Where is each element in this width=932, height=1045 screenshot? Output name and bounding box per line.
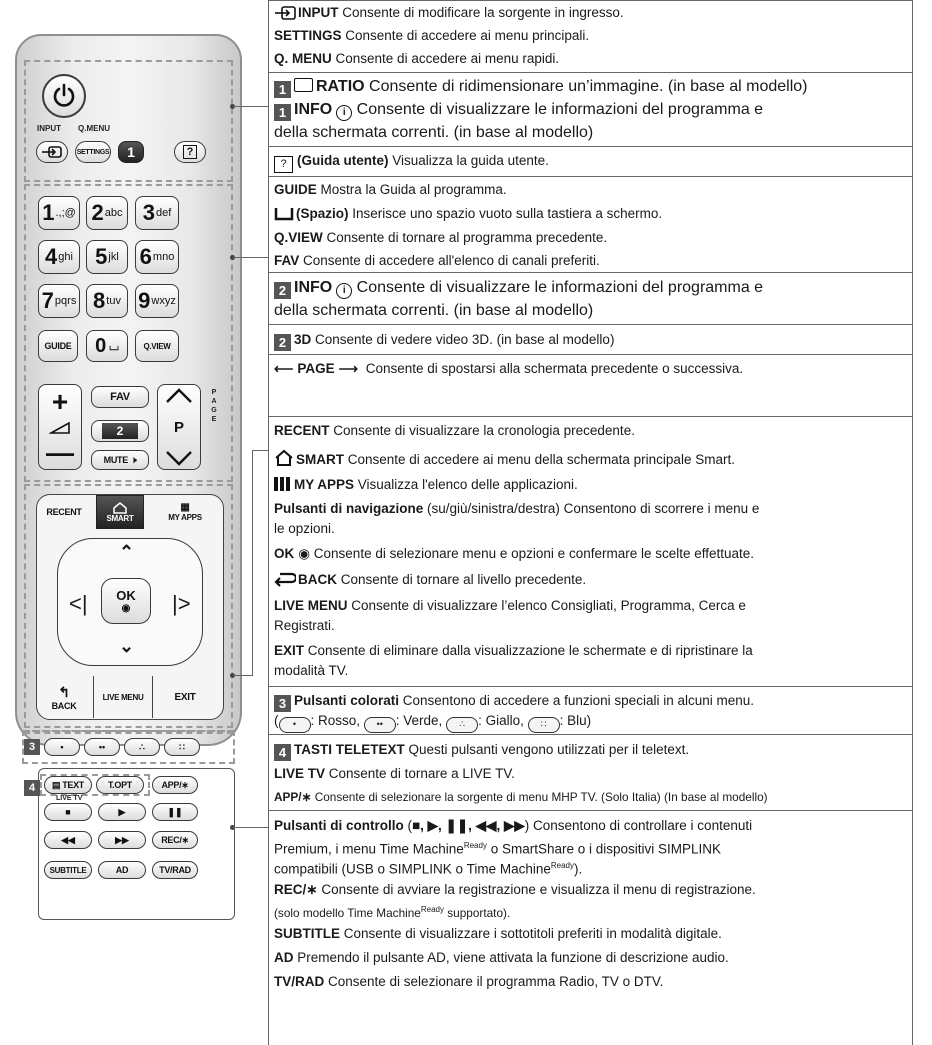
guida-text: Visualizza la guida utente. bbox=[388, 153, 549, 168]
chevron-up-icon bbox=[164, 387, 194, 405]
ready-sup: Ready bbox=[550, 861, 574, 870]
number-letters: .,;@ bbox=[55, 207, 76, 219]
number-digit: 6 bbox=[139, 244, 152, 269]
badge-2: 2 bbox=[274, 334, 291, 351]
badge-3: 3 bbox=[274, 695, 291, 712]
info1-desc-2: della schermata correnti. (in base al modello) bbox=[274, 124, 594, 141]
livetv-title: LIVE TV bbox=[274, 766, 326, 781]
live-title: LIVE MENU bbox=[274, 598, 348, 613]
arrow-right-icon: ⟶ bbox=[338, 361, 358, 376]
myapps-title: MY APPS bbox=[294, 477, 355, 492]
app-desc bbox=[274, 788, 914, 807]
user-guide-button[interactable] bbox=[174, 141, 206, 163]
input-icon bbox=[41, 146, 63, 158]
ctrl-desc: Pulsanti di controllo (■, ▶, ❚❚, ◀◀, ▶▶) Consentono di controllare i contenuti bbox=[274, 818, 753, 833]
guida-title: (Guida utente) bbox=[297, 153, 389, 168]
qview-desc bbox=[274, 228, 914, 247]
left-arrow-icon[interactable]: <| bbox=[69, 591, 88, 616]
back-button[interactable] bbox=[37, 676, 91, 718]
ok-dot-icon: ◉ bbox=[121, 603, 131, 614]
input-button[interactable] bbox=[36, 141, 68, 163]
live-desc bbox=[274, 596, 914, 615]
teletext-desc bbox=[274, 740, 914, 761]
guide-title: GUIDE bbox=[274, 182, 317, 197]
3d-desc bbox=[274, 330, 914, 351]
yellow-button[interactable] bbox=[124, 738, 160, 756]
mute-label: MUTE bbox=[103, 455, 128, 465]
back-arrow-icon bbox=[274, 571, 296, 587]
number-digit: 5 bbox=[95, 244, 108, 269]
color-desc-2: ( • : Rosso, •• : Verde, ∴ : Giallo, ∷ : Blu) bbox=[274, 711, 914, 733]
connector-4 bbox=[233, 827, 268, 828]
ok-desc bbox=[274, 544, 914, 563]
settings-text: Consente di accedere ai menu principali. bbox=[341, 28, 590, 43]
settings-desc bbox=[274, 26, 914, 45]
livetv-label: LIVE TV bbox=[56, 795, 83, 802]
number-digit: 2 bbox=[91, 200, 104, 225]
input-desc bbox=[274, 3, 914, 22]
page-desc bbox=[274, 359, 914, 378]
text-button[interactable] bbox=[44, 776, 92, 794]
arrow-left-icon: ⟵ bbox=[274, 361, 294, 376]
myapps-text: Visualizza l'elenco delle applicazioni. bbox=[354, 477, 578, 492]
dot4-icon: ∷ bbox=[179, 741, 185, 752]
exit-desc-2: modalità TV. bbox=[274, 663, 349, 678]
dot3-icon: ∴ bbox=[446, 717, 478, 733]
number-7-button[interactable] bbox=[38, 284, 80, 318]
number-letters: ghi bbox=[58, 251, 73, 263]
ad-button[interactable]: AD bbox=[98, 861, 146, 879]
number-letters: tuv bbox=[106, 295, 121, 307]
nav-text: (su/giù/sinistra/destra) Consentono di scorrere i menu e bbox=[423, 501, 760, 516]
qview-button[interactable]: Q.VIEW bbox=[135, 330, 179, 362]
dot4-icon: ∷ bbox=[528, 717, 560, 733]
number-digit: 8 bbox=[93, 288, 106, 313]
back-label: BACK bbox=[51, 700, 77, 711]
recent-text: Consente di visualizzare la cronologia precedente. bbox=[329, 423, 635, 438]
divider bbox=[268, 272, 913, 273]
guida-desc bbox=[274, 151, 914, 173]
number-letters: def bbox=[155, 207, 172, 219]
info-text: Consente di visualizzare le informazioni del programma e bbox=[352, 101, 764, 118]
connector-3b bbox=[252, 450, 253, 676]
pause-icon: ❚❚ bbox=[167, 806, 183, 817]
home-icon bbox=[274, 449, 294, 467]
mute-button[interactable] bbox=[91, 450, 149, 470]
number-6-button[interactable] bbox=[135, 240, 179, 274]
rec-text-2a: (solo modello Time Machine bbox=[274, 905, 421, 920]
ready-sup: Ready bbox=[420, 905, 444, 914]
volume-rocker[interactable] bbox=[38, 384, 82, 470]
space-text: Inserisce uno spazio vuoto sulla tastiera a schermo. bbox=[348, 206, 663, 221]
ctrl-text-3a: compatibili (USB o SIMPLINK o Time Machine bbox=[274, 861, 551, 877]
zero-label: 0 bbox=[95, 334, 107, 357]
badge-2: 2 bbox=[274, 282, 291, 299]
space-title: (Spazio) bbox=[296, 206, 349, 221]
ctrl-text: ) Consentono di controllare i contenuti bbox=[524, 818, 753, 833]
space-icon: ⌴ bbox=[109, 338, 119, 353]
smart-desc bbox=[274, 449, 914, 469]
settings-title: SETTINGS bbox=[274, 28, 342, 43]
blue-button[interactable] bbox=[164, 738, 200, 756]
qmenu-desc bbox=[274, 49, 914, 68]
volume-icon bbox=[49, 422, 71, 434]
badge-4: 4 bbox=[24, 780, 40, 796]
qview-title: Q.VIEW bbox=[274, 230, 323, 245]
stop-icon: ■ bbox=[65, 807, 71, 817]
live-menu-button[interactable]: LIVE MENU bbox=[93, 676, 153, 718]
connector-1 bbox=[233, 106, 268, 107]
number-5-button[interactable] bbox=[86, 240, 128, 274]
ad-desc bbox=[274, 948, 914, 967]
color-desc bbox=[274, 691, 914, 712]
ok-button[interactable] bbox=[101, 578, 151, 624]
rec-text: Consente di avviare la registrazione e visualizza il menu di registrazione. bbox=[317, 882, 756, 897]
number-letters: wxyz bbox=[151, 295, 176, 307]
control-icons: ■, ▶, ❚❚, ◀◀, ▶▶ bbox=[412, 818, 525, 833]
exit-title: EXIT bbox=[274, 643, 305, 658]
ctrl-title: Pulsanti di controllo bbox=[274, 818, 404, 833]
fav-title: FAV bbox=[274, 253, 300, 268]
input-text: Consente di modificare la sorgente in ingresso. bbox=[338, 5, 624, 20]
down-arrow-icon[interactable]: ⌄ bbox=[119, 636, 135, 656]
divider bbox=[268, 810, 913, 811]
dot3-icon: ∴ bbox=[139, 741, 145, 752]
ad-title: AD bbox=[274, 950, 294, 965]
help-icon: ? bbox=[183, 145, 198, 159]
color-text: Consentono di accedere a funzioni speciali in alcuni menu. bbox=[399, 693, 754, 708]
page-rocker[interactable] bbox=[157, 384, 201, 470]
nav-desc bbox=[274, 499, 914, 518]
myapps-label: MY APPS bbox=[168, 512, 202, 522]
play-icon: ▶ bbox=[118, 806, 126, 817]
divider bbox=[268, 354, 913, 355]
info-icon: i bbox=[336, 283, 352, 299]
rec-text-2b: supportato). bbox=[444, 905, 511, 920]
subtitle-title: SUBTITLE bbox=[274, 926, 340, 941]
input-label: INPUT bbox=[37, 124, 61, 133]
number-digit: 3 bbox=[142, 200, 155, 225]
info-title: INFO bbox=[294, 279, 333, 296]
ratio-title: RATIO bbox=[316, 78, 365, 95]
exit-text: Consente di eliminare dalla visualizzazione le schermate e di ripristinare la bbox=[304, 643, 753, 658]
live-text: Consente di visualizzare l’elenco Consigliati, Programma, Cerca e bbox=[347, 598, 746, 613]
connector-3a bbox=[233, 675, 253, 676]
number-1-button[interactable] bbox=[38, 196, 80, 230]
page-p-label: P bbox=[173, 418, 184, 436]
dot1-icon: • bbox=[279, 717, 311, 733]
info2-desc-2: della schermata correnti. (in base al modello) bbox=[274, 302, 594, 319]
blue-text: : Blu) bbox=[559, 713, 592, 728]
number-letters: jkl bbox=[108, 251, 119, 263]
settings-button[interactable]: SETTINGS bbox=[75, 141, 111, 163]
back-title: BACK bbox=[298, 572, 337, 587]
page-vertical-label: PAGE bbox=[211, 389, 217, 423]
badge-1: 1 bbox=[274, 81, 291, 98]
number-digit: 4 bbox=[45, 244, 58, 269]
ok-title: OK bbox=[274, 546, 295, 561]
info2-desc bbox=[274, 277, 914, 299]
dot2-icon: •• bbox=[98, 742, 106, 752]
myapps-button[interactable] bbox=[149, 495, 221, 529]
rec-desc bbox=[274, 880, 914, 899]
mute-icon: 🕨 bbox=[130, 454, 137, 465]
guide-text: Mostra la Guida al programma. bbox=[316, 182, 507, 197]
app-text: Consente di selezionare la sorgente di menu MHP TV. (Solo Italia) (In base al modello) bbox=[311, 790, 768, 804]
text-icon: ▤ bbox=[51, 779, 61, 790]
3d-button[interactable] bbox=[91, 420, 149, 442]
number-digit: 7 bbox=[41, 288, 54, 313]
home-icon bbox=[112, 502, 128, 514]
zero-space-button[interactable] bbox=[86, 330, 128, 362]
badge-4: 4 bbox=[274, 744, 291, 761]
remote-control bbox=[15, 34, 242, 746]
power-icon bbox=[51, 83, 77, 109]
ok-text: Consente di selezionare menu e opzioni e confermare le scelte effettuate. bbox=[310, 546, 755, 561]
ctrl-text-3b: ). bbox=[573, 861, 583, 877]
green-button[interactable] bbox=[84, 738, 120, 756]
tvrad-desc bbox=[274, 972, 914, 991]
guide-button[interactable]: GUIDE bbox=[38, 330, 78, 362]
number-8-button[interactable] bbox=[86, 284, 128, 318]
ratio-info-button-1[interactable]: 1 bbox=[118, 141, 144, 163]
ratio-text: Consente di ridimensionare un’immagine. (in base al modello) bbox=[364, 78, 808, 95]
page-title: PAGE bbox=[297, 361, 335, 376]
fav-desc bbox=[274, 251, 914, 270]
connector-2 bbox=[233, 257, 268, 258]
tvrad-title: TV/RAD bbox=[274, 974, 325, 989]
ratio-desc bbox=[274, 76, 914, 98]
chevron-down-icon bbox=[164, 449, 194, 467]
rec-button[interactable]: REC/∗ bbox=[152, 831, 198, 849]
badge-3: 3 bbox=[24, 739, 40, 755]
number-2-button[interactable] bbox=[86, 196, 128, 230]
app-title: APP/∗ bbox=[274, 790, 312, 804]
ctrl-desc-3 bbox=[274, 856, 914, 879]
smart-button[interactable] bbox=[96, 495, 144, 529]
number-digit: 1 bbox=[42, 200, 55, 225]
number-letters: mno bbox=[152, 251, 175, 263]
number-9-button[interactable] bbox=[135, 284, 179, 318]
info1-desc bbox=[274, 99, 914, 121]
ok-dot-icon: ◉ bbox=[298, 546, 311, 561]
nav-desc-2: le opzioni. bbox=[274, 521, 335, 536]
forward-button[interactable] bbox=[98, 831, 146, 849]
recent-button[interactable]: RECENT bbox=[46, 507, 82, 517]
rewind-icon: ◀◀ bbox=[61, 834, 75, 845]
input-icon bbox=[274, 6, 296, 20]
stop-button[interactable] bbox=[44, 803, 92, 821]
text-label: TEXT bbox=[62, 780, 85, 790]
number-letters: abc bbox=[104, 207, 123, 219]
live-desc-2: Registrati. bbox=[274, 618, 335, 633]
description-panel bbox=[268, 0, 916, 1045]
ad-text: Premendo il pulsante AD, viene attivata la funzione di descrizione audio. bbox=[293, 950, 729, 965]
3d-text: Consente di vedere video 3D. (in base al modello) bbox=[311, 332, 615, 347]
red-text: : Rosso, bbox=[310, 713, 364, 728]
back-desc bbox=[274, 570, 914, 589]
ctrl-text-2a: Premium, i menu Time Machine bbox=[274, 841, 464, 857]
divider bbox=[268, 324, 913, 325]
app-button[interactable]: APP/∗ bbox=[152, 776, 198, 794]
color-title: Pulsanti colorati bbox=[294, 693, 400, 708]
teletext-text: Questi pulsanti vengono utilizzati per il teletext. bbox=[404, 742, 690, 757]
smart-label: SMART bbox=[106, 513, 134, 523]
number-letters: pqrs bbox=[54, 295, 77, 307]
guide-desc bbox=[274, 180, 914, 199]
livetv-text: Consente di tornare a LIVE TV. bbox=[325, 766, 515, 781]
green-text: : Verde, bbox=[395, 713, 447, 728]
badge-1: 1 bbox=[274, 104, 291, 121]
space-desc bbox=[274, 204, 914, 223]
red-button[interactable] bbox=[44, 738, 80, 756]
right-arrow-icon[interactable]: |> bbox=[172, 591, 191, 616]
ok-label: OK bbox=[116, 588, 136, 603]
info-icon: i bbox=[336, 105, 352, 121]
number-digit: 9 bbox=[138, 288, 151, 313]
minus-icon: — bbox=[46, 437, 74, 468]
rec-desc-2 bbox=[274, 900, 914, 923]
recent-desc bbox=[274, 421, 914, 440]
subtitle-text: Consente di visualizzare i sottotitoli preferiti in modalità digitale. bbox=[340, 926, 722, 941]
plus-icon: + bbox=[51, 386, 69, 417]
tvrad-text: Consente di selezionare il programma Radio, TV o DTV. bbox=[324, 974, 664, 989]
divider bbox=[268, 734, 913, 735]
smart-text: Consente di accedere ai menu della schermata principale Smart. bbox=[344, 452, 735, 467]
space-icon bbox=[274, 207, 294, 221]
pause-button[interactable] bbox=[152, 803, 198, 821]
rec-title: REC/∗ bbox=[274, 882, 318, 897]
forward-icon: ▶▶ bbox=[115, 834, 129, 845]
qmenu-text: Consente di accedere ai menu rapidi. bbox=[331, 51, 560, 66]
up-arrow-icon[interactable]: ⌃ bbox=[119, 542, 135, 562]
back-text: Consente di tornare al livello precedente. bbox=[337, 572, 587, 587]
divider bbox=[268, 72, 913, 73]
subtitle-desc bbox=[274, 924, 914, 943]
ratio-icon bbox=[294, 78, 313, 92]
divider bbox=[268, 146, 913, 147]
help-icon: ? bbox=[274, 156, 293, 173]
back-arrow-icon: ↰ bbox=[58, 683, 70, 700]
subtitle-button[interactable]: SUBTITLE bbox=[44, 861, 92, 879]
tvrad-button[interactable]: TV/RAD bbox=[152, 861, 198, 879]
info-title: INFO bbox=[294, 101, 333, 118]
dot1-icon: • bbox=[60, 742, 64, 752]
number-4-button[interactable] bbox=[38, 240, 80, 274]
3d-title: 3D bbox=[294, 332, 312, 347]
ctrl-text-2b: o SmartShare o i dispositivi SIMPLINK bbox=[486, 841, 722, 857]
smart-title: SMART bbox=[296, 452, 344, 467]
qmenu-title: Q. MENU bbox=[274, 51, 332, 66]
recent-title: RECENT bbox=[274, 423, 330, 438]
number-3-button[interactable] bbox=[135, 196, 179, 230]
yellow-text: : Giallo, bbox=[478, 713, 528, 728]
exit-desc bbox=[274, 641, 914, 660]
info-text: Consente di visualizzare le informazioni del programma e bbox=[352, 279, 764, 296]
qmenu-label: Q.MENU bbox=[78, 124, 110, 133]
connector-3c bbox=[252, 450, 268, 451]
exit-button[interactable]: EXIT bbox=[174, 691, 196, 703]
ready-sup: Ready bbox=[463, 841, 487, 850]
nav-title: Pulsanti di navigazione bbox=[274, 501, 424, 516]
grid-icon: ▦ bbox=[180, 501, 190, 513]
input-title: INPUT bbox=[298, 5, 339, 20]
topt-button[interactable]: T.OPT bbox=[96, 776, 144, 794]
fav-text: Consente di accedere all'elenco di canali preferiti. bbox=[299, 253, 600, 268]
livetv-desc bbox=[274, 764, 914, 783]
dot2-icon: •• bbox=[364, 717, 396, 733]
teletext-title: TASTI TELETEXT bbox=[294, 742, 405, 757]
myapps-desc bbox=[274, 475, 914, 494]
grid-icon bbox=[274, 477, 290, 491]
fav-button[interactable]: FAV bbox=[91, 386, 149, 408]
rewind-button[interactable] bbox=[44, 831, 92, 849]
page-text: Consente di spostarsi alla schermata precedente o successiva. bbox=[361, 361, 744, 376]
power-button[interactable] bbox=[42, 74, 86, 118]
play-button[interactable] bbox=[98, 803, 146, 821]
qview-text: Consente di tornare al programma precedente. bbox=[322, 230, 608, 245]
3d-badge: 2 bbox=[102, 423, 138, 439]
